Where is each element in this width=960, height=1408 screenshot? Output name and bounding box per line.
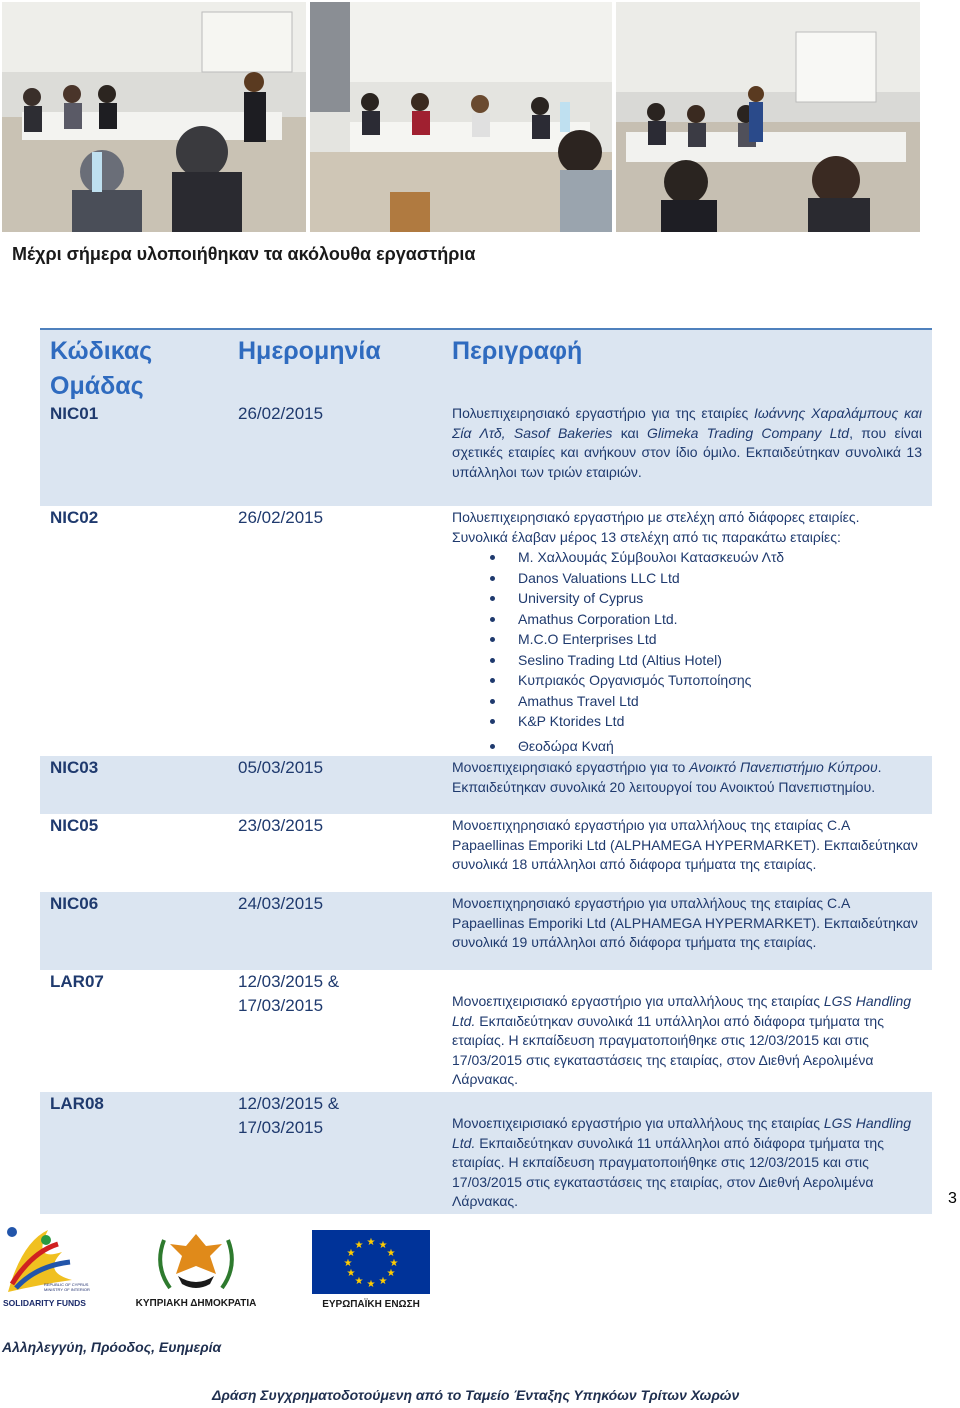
footer-motto: Αλληλεγγύη, Πρόοδος, Ευημερία (2, 1339, 222, 1355)
workshop-date: 05/03/2015 (238, 758, 324, 777)
workshops-table (40, 328, 932, 1214)
solidarity-funds-logo (2, 1222, 90, 1310)
table-row (40, 506, 932, 756)
group-code: LAR07 (50, 972, 104, 991)
table-row (40, 756, 932, 814)
svg-text:★: ★ (346, 1268, 356, 1279)
table-header-row (40, 330, 932, 402)
group-code: NIC01 (50, 404, 99, 423)
workshop-photo-2 (310, 2, 612, 232)
workshop-date: 24/03/2015 (238, 894, 324, 913)
list-item: Θεοδώρα Κναή (518, 736, 922, 757)
table-row (40, 1092, 932, 1214)
workshop-date: 12/03/2015 & 17/03/2015 (238, 1094, 340, 1137)
group-code: NIC02 (50, 508, 99, 527)
cyprus-republic-logo (134, 1226, 258, 1310)
list-item: M.C.O Enterprises Ltd (518, 629, 922, 650)
svg-text:★: ★ (378, 1240, 388, 1251)
workshop-date: 23/03/2015 (238, 816, 324, 835)
footer-funding-note: Δράση Συγχρηματοδοτούμενη από το Ταμείο Ένταξης Υπηκόων Τρίτων Χωρών (212, 1387, 740, 1403)
list-item: K&P Ktorides Ltd (518, 711, 922, 732)
svg-text:★: ★ (366, 1279, 376, 1290)
workshop-description: Μονοεπιχειρισιακό εργαστήριο για υπαλλήλους της εταιρίας LGS Handling Ltd. Εκπαιδεύτηκαν συνολικά 11 υπάλληλοι από διάφορα τμήματα της εταιρίας. Η εκπαίδευση πραγματοποιήθηκε στις 12/03/2015 και στις 17/03/2015 στις εγκαταστάσεις της εταιρίας, στον Διεθνή Αερολιμένα Λάρνακας. (452, 1115, 912, 1209)
workshop-date: 26/02/2015 (238, 404, 324, 423)
workshop-description: Μονοεπιχηρησιακό εργαστήριο για υπαλλήλους της εταιρίας C.A Papaellinas Emporiki Ltd (ALPHAMEGA HYPERMARKET). Εκπαιδεύτηκαν συνολικά 19 υπάλληλοι από διάφορα τμήματα της εταιρίας. (452, 895, 918, 950)
svg-text:★: ★ (343, 1258, 353, 1269)
group-code: LAR08 (50, 1094, 104, 1113)
workshop-photo-1 (2, 2, 306, 232)
workshop-description: Μονοεπιχειρισιακό εργαστήριο για υπαλλήλους της εταιρίας LGS Handling Ltd. Εκπαιδεύτηκαν συνολικά 11 υπάλληλοι από διάφορα τμήματα της εταιρίας. Η εκπαίδευση πραγματοποιήθηκε στις 12/03/2015 και στις 17/03/2015 στις εγκαταστάσεις της εταιρίας, στον Διεθνή Αερολιμένα Λάρνακας. (452, 993, 912, 1087)
workshop-description: Πολυεπιχειρησιακό εργαστήριο για της εταιρίες Ιωάννης Χαραλάμπους και Σία Λτδ, Sasof Bakeries και Glimeka Trading Company Ltd, που είναι σχετικές εταιρίες και ανήκουν στον ίδιο όμιλο. Εκπαιδεύτηκαν συνολικά 13 υπάλληλοι των τριών εταιριών. (452, 405, 923, 480)
list-item: Seslino Trading Ltd (Altius Hotel) (518, 650, 922, 671)
svg-text:★: ★ (378, 1276, 388, 1287)
workshop-description: Μονοεπιχηρησιακό εργαστήριο για υπαλλήλους της εταιρίας C.A Papaellinas Emporiki Ltd (ALPHAMEGA HYPERMARKET). Εκπαιδεύτηκαν συνολικά 18 υπάλληλοι από διάφορα τμήματα της εταιρίας. (452, 817, 918, 872)
header-group-code: Κώδικας Ομάδας (50, 337, 153, 400)
svg-text:REPUBLIC OF CYPRUS: REPUBLIC OF CYPRUS (44, 1282, 89, 1287)
workshop-date: 12/03/2015 & 17/03/2015 (238, 972, 340, 1015)
header-date: Ημερομηνία (238, 337, 381, 365)
eu-flag-logo (310, 1228, 432, 1310)
list-item: Μ. Χαλλουμάς Σύμβουλοι Κατασκευών Λτδ (518, 547, 922, 568)
svg-text:★: ★ (346, 1248, 356, 1259)
list-item: Amathus Corporation Ltd. (518, 609, 922, 630)
svg-text:★: ★ (386, 1268, 396, 1279)
companies-list (452, 547, 922, 756)
workshop-description: Μονοεπιχειρησιακό εργαστήριο για το Ανοικτό Πανεπιστήμιο Κύπρου. Εκπαιδεύτηκαν συνολικά 20 λειτουργοί του Ανοικτού Πανεπιστημίου. (452, 759, 882, 795)
group-code: NIC06 (50, 894, 99, 913)
header-description: Περιγραφή (452, 337, 583, 365)
list-item: Danos Valuations LLC Ltd (518, 568, 922, 589)
svg-text:★: ★ (354, 1240, 364, 1251)
svg-text:★: ★ (389, 1258, 399, 1269)
table-row (40, 892, 932, 970)
svg-text:SOLIDARITY FUNDS: SOLIDARITY FUNDS (3, 1298, 86, 1308)
svg-text:MINISTRY OF INTERIOR: MINISTRY OF INTERIOR (44, 1287, 90, 1292)
list-item: University of Cyprus (518, 588, 922, 609)
workshop-description: Πολυεπιχειρησιακό εργαστήριο με στελέχη από διάφορες εταιρίες. Συνολικά έλαβαν μέρος 13 στελέχη από τις παρακάτω εταιρίες: Μ. Χαλλουμάς Σύμβουλοι Κατασκευών Λτδ Danos Valuations LLC Ltd University of Cyprus Amathus Corporation Ltd. M.C.O Enterprises Ltd Seslino Trading Ltd (Altius Hotel) Κυπριακός Οργανισμός Τυποποίησης Amathus Travel Ltd K&P Ktorides Ltd Θεοδώρα Κναή (452, 506, 932, 756)
svg-text:★: ★ (354, 1276, 364, 1287)
page-number: 3 (948, 1190, 957, 1207)
list-item: Κυπριακός Οργανισμός Τυποποίησης (518, 670, 922, 691)
table-row (40, 814, 932, 892)
table-row (40, 970, 932, 1092)
svg-text:★: ★ (386, 1248, 396, 1259)
group-code: NIC03 (50, 758, 99, 777)
list-item: Amathus Travel Ltd (518, 691, 922, 712)
svg-text:ΚΥΠΡΙΑΚΗ ΔΗΜΟΚΡΑΤΙΑ: ΚΥΠΡΙΑΚΗ ΔΗΜΟΚΡΑΤΙΑ (135, 1298, 257, 1309)
svg-text:ΕΥΡΩΠΑΪΚΗ ΕΝΩΣΗ: ΕΥΡΩΠΑΪΚΗ ΕΝΩΣΗ (322, 1299, 420, 1310)
group-code: NIC05 (50, 816, 99, 835)
workshop-photo-3 (616, 2, 920, 232)
svg-text:★: ★ (366, 1237, 376, 1248)
intro-heading: Μέχρι σήμερα υλοποιήθηκαν τα ακόλουθα εργαστήρια (12, 244, 476, 264)
table-row (40, 402, 932, 506)
workshop-date: 26/02/2015 (238, 508, 324, 527)
